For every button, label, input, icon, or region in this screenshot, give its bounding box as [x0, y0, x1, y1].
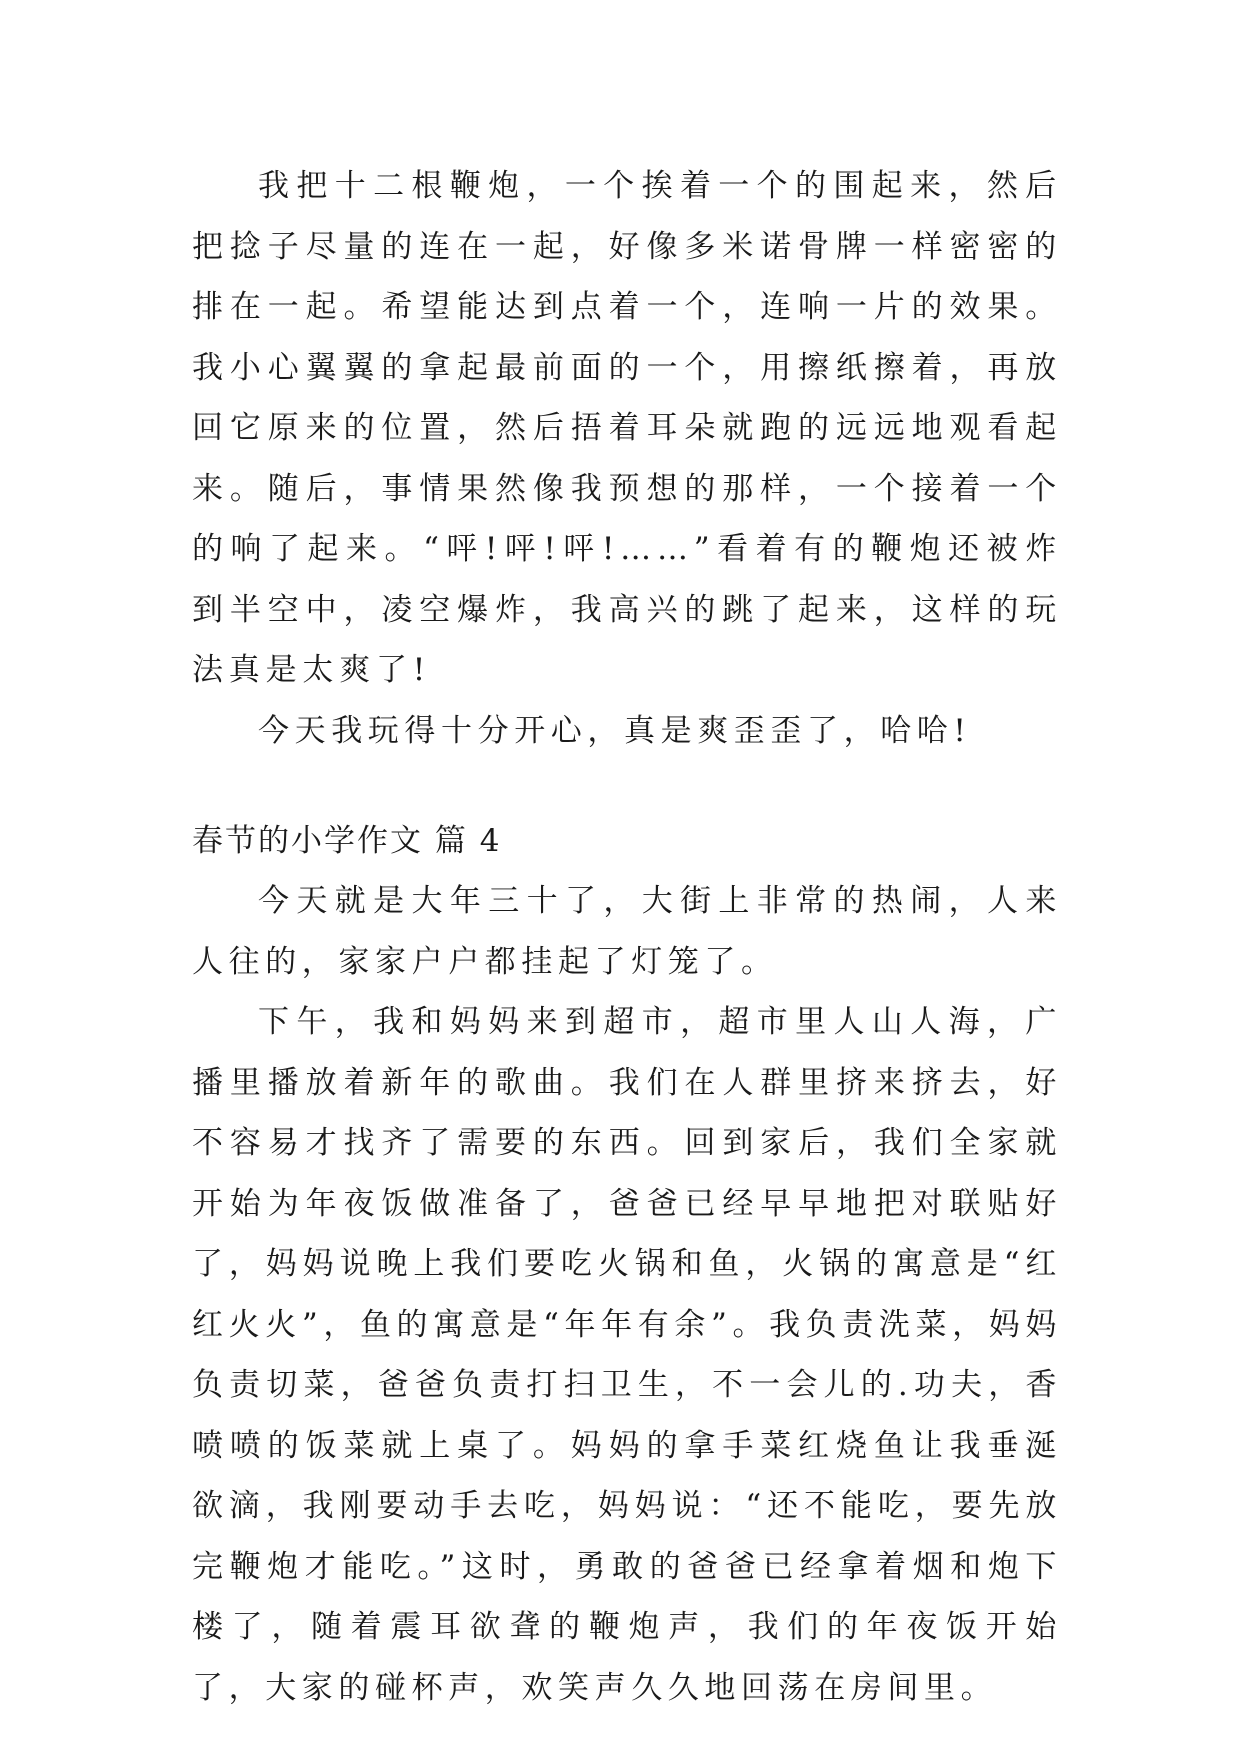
paragraph-happy-ending: 今天我玩得十分开心，真是爽歪歪了，哈哈! [258, 712, 972, 749]
section-heading: 春节的小学作文 篇 4 [192, 823, 502, 859]
paragraph-firecracker-chain: 我把十二根鞭炮，一个挨着一个的围起来，然后把捻子尽量的连在一起，好像多米诺骨牌一样密密的排在一起。希望能达到点着一个，连响一片的效果。我小心翼翼的拿起最前面的一个，用擦纸擦着，再放回它原来的位置，然后捂着耳朵就跑的远远地观看起来。随后，事情果然像我预想的那样，一个接着一个的响了起来。“呯!呯!呯!……”看着有的鞭炮还被炸到半空中，凌空爆炸，我高兴的跳了起来，这样的玩法真是太爽了! [192, 168, 1062, 688]
paragraph-new-year-eve: 今天就是大年三十了，大街上非常的热闹，人来人往的，家家户户都挂起了灯笼了。 [192, 883, 1062, 980]
paragraph-supermarket-dinner: 下午，我和妈妈来到超市，超市里人山人海，广播里播放着新年的歌曲。我们在人群里挤来挤去，好不容易才找齐了需要的东西。回到家后，我们全家就开始为年夜饭做准备了，爸爸已经早早地把对联贴好了，妈妈说晚上我们要吃火锅和鱼，火锅的寓意是“红红火火”，鱼的寓意是“年年有余”。我负责洗菜，妈妈负责切菜，爸爸负责打扫卫生，不一会儿的.功夫，香喷喷的饭菜就上桌了。妈妈的拿手菜红烧鱼让我垂涎欲滴，我刚要动手去吃，妈妈说：“还不能吃，要先放完鞭炮才能吃。”这时，勇敢的爸爸已经拿着烟和炮下楼了，随着震耳欲聋的鞭炮声，我们的年夜饭开始了，大家的碰杯声，欢笑声久久地回荡在房间里。 [192, 1004, 1062, 1706]
document-page [192, 156, 1062, 1718]
